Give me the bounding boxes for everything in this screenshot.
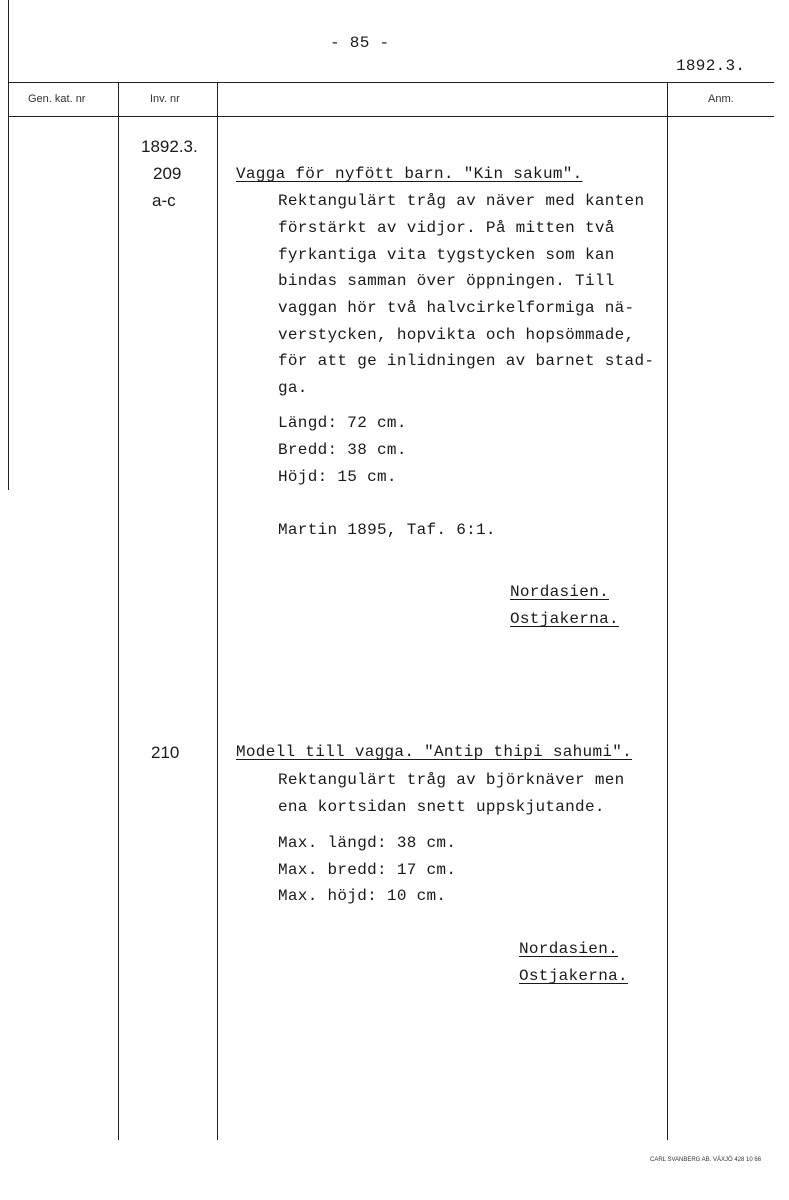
inventory-subnumber: a-c [152,191,176,210]
description-line: bindas samman över öppningen. Till [278,272,615,290]
inventory-number: 209 [153,164,182,183]
anm-divider [667,82,668,1140]
inv-divider [217,82,218,1140]
people: Ostjakerna. [519,967,628,985]
entry-title: Vagga för nyfött barn. "Kin sakum". [236,165,583,183]
description-line: vaggan hör två halvcirkelformiga nä- [278,299,635,317]
gen-kat-divider [118,82,119,1140]
column-header-inv-nr: Inv. nr [150,93,180,105]
entry-title: Modell till vagga. "Antip thipi sahumi". [236,743,633,761]
description-line: verstycken, hopvikta och hopsömmade, [278,326,635,344]
header-top-line [8,82,774,83]
column-header-anm: Anm. [708,93,734,105]
description-line: Rektangulärt tråg av björknäver men [278,771,625,789]
header-bottom-line [8,116,774,117]
left-margin-line [8,0,9,490]
measurement-height: Max. höjd: 10 cm. [278,887,447,905]
measurement-height: Höjd: 15 cm. [278,468,397,486]
people: Ostjakerna. [510,610,619,628]
measurement-length: Max. längd: 38 cm. [278,834,457,852]
inventory-number: 210 [151,743,180,762]
literature-reference: Martin 1895, Taf. 6:1. [278,521,496,539]
description-line: ga. [278,379,308,397]
description-line: fyrkantiga vita tygstycken som kan [278,246,615,264]
column-header-gen-kat-nr: Gen. kat. nr [28,93,86,105]
description-line: Rektangulärt tråg av näver med kanten [278,192,645,210]
printer-imprint: CARL SVANBERG AB. VÄXJÖ 428 10 66 [650,1157,762,1163]
description-line: för att ge inlidningen av barnet stad- [278,352,655,370]
measurement-width: Bredd: 38 cm. [278,441,407,459]
description-line: ena kortsidan snett uppskjutande. [278,798,605,816]
description-line: förstärkt av vidjor. På mitten två [278,219,615,237]
page-number: - 85 - [330,34,390,52]
region: Nordasien. [519,940,619,958]
measurement-width: Max. bredd: 17 cm. [278,861,457,879]
region: Nordasien. [510,583,610,601]
year-header: 1892.3. [676,57,746,75]
measurement-length: Längd: 72 cm. [278,414,407,432]
collection-number: 1892.3. [141,137,198,156]
